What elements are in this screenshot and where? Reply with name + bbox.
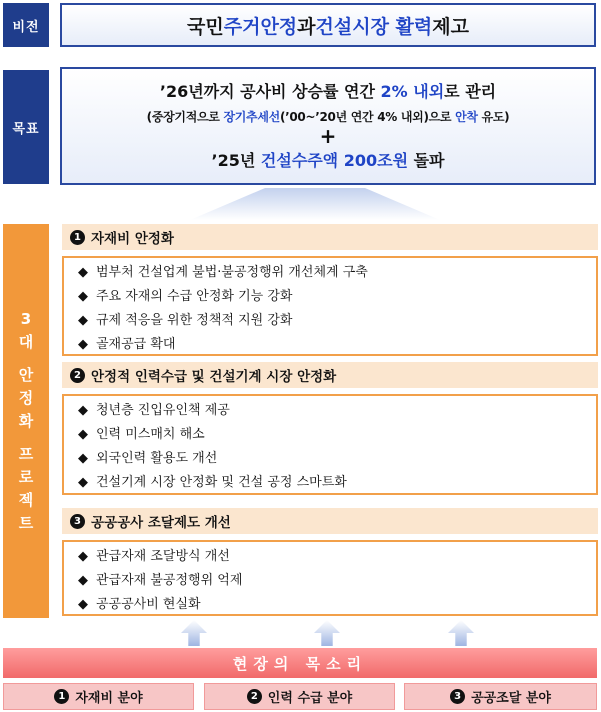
goal-line1-after: 로 관리 (444, 82, 497, 101)
plus-sign: + (319, 124, 337, 148)
vision-highlight-market: 건설시장 활력 (315, 15, 433, 38)
side-char: 트 (18, 513, 34, 532)
list-item-text: 관급자재 조달방식 개선 (96, 549, 230, 564)
goal-trend-line (62, 108, 594, 125)
list-item-text: 건설기계 시장 안정화 및 건설 공정 스마트화 (96, 475, 347, 490)
list-item (78, 309, 596, 333)
number-circle-icon: 3 (70, 514, 85, 529)
diamond-icon: ◆ (78, 403, 88, 418)
vision-text-mid: 과 (297, 15, 316, 38)
project-3-header (62, 508, 598, 534)
goal-line1-before: ’26년까지 공사비 상승률 연간 (159, 82, 381, 101)
list-item-text: 규제 적응을 위한 정책적 지원 강화 (96, 313, 293, 328)
goal-line3-highlight-amount: 200조원 (343, 151, 409, 170)
goal-support-shape (190, 188, 440, 220)
number-circle-icon: 1 (54, 689, 69, 704)
list-item-text: 인력 미스매치 해소 (96, 427, 205, 442)
project-3-list (62, 540, 598, 616)
field-label: 공공조달 분야 (471, 691, 551, 706)
list-item (78, 333, 596, 357)
goal-line2-before: (중장기적으로 (146, 110, 224, 124)
list-item (78, 261, 596, 285)
goal-line2-highlight-trend: 장기추세선 (223, 110, 280, 124)
up-arrow-icon (448, 620, 474, 646)
vision-text-before: 국민 (187, 15, 224, 38)
diamond-icon: ◆ (78, 451, 88, 466)
list-item-text: 공공공사비 현실화 (96, 597, 201, 612)
list-item (78, 285, 596, 309)
vision-highlight-housing: 주거안정 (223, 15, 298, 38)
number-circle-icon: 2 (247, 689, 262, 704)
diamond-icon: ◆ (78, 427, 88, 442)
diamond-icon: ◆ (78, 549, 88, 564)
goal-line2-mid: (’00~’20년 연간 4% 내외)으로 (279, 110, 456, 124)
field-voice-bar: 현장의 목소리 (3, 648, 597, 678)
side-char: 로 (18, 467, 34, 486)
goal-orders-line (62, 148, 594, 171)
project-2-list (62, 394, 598, 495)
field-label: 인력 수급 분야 (267, 691, 353, 706)
project-title: 안정적 인력수급 및 건설기계 시장 안정화 (91, 369, 337, 385)
project-1-list (62, 256, 598, 356)
up-arrow-icon (181, 620, 207, 646)
list-item-text: 관급자재 불공정행위 억제 (96, 573, 243, 588)
diamond-icon: ◆ (78, 313, 88, 328)
diamond-icon: ◆ (78, 597, 88, 612)
diamond-icon: ◆ (78, 289, 88, 304)
vision-statement (60, 3, 596, 47)
list-item (78, 423, 596, 447)
list-item (78, 569, 596, 593)
side-char: 정 (18, 388, 34, 407)
list-item-text: 범부처 건설업계 불법·불공정행위 개선체계 구축 (96, 265, 368, 280)
diamond-icon: ◆ (78, 265, 88, 280)
list-item (78, 471, 596, 495)
side-char: 젝 (18, 490, 34, 509)
vision-label: 비전 (3, 3, 49, 47)
number-circle-icon: 3 (450, 689, 465, 704)
side-char: 3 (20, 309, 32, 328)
field-box-materials (3, 683, 194, 710)
goal-cost-line (62, 79, 594, 102)
goal-statement (60, 67, 596, 185)
vision-text-after: 제고 (432, 15, 469, 38)
goal-line3-after: 돌파 (408, 151, 445, 170)
goal-line3-before: ’25년 (211, 151, 261, 170)
goal-line3-highlight-orders: 건설수주액 (260, 151, 339, 170)
goal-label: 목표 (3, 70, 49, 184)
diamond-icon: ◆ (78, 573, 88, 588)
list-item (78, 399, 596, 423)
side-char: 안 (18, 365, 34, 384)
side-char: 화 (18, 411, 34, 430)
side-char: 대 (18, 332, 34, 351)
number-circle-icon: 1 (70, 230, 85, 245)
project-title: 공공공사 조달제도 개선 (91, 515, 231, 531)
list-item (78, 545, 596, 569)
project-2-header (62, 362, 598, 388)
diamond-icon: ◆ (78, 337, 88, 352)
goal-line1-highlight: 2% 내외 (380, 82, 445, 101)
list-item (78, 447, 596, 471)
list-item-text: 청년층 진입유인책 제공 (96, 403, 230, 418)
field-label: 자재비 분야 (75, 691, 143, 706)
field-box-labor (204, 683, 395, 710)
list-item (78, 593, 596, 617)
list-item-text: 주요 자재의 수급 안정화 기능 강화 (96, 289, 293, 304)
side-char: 프 (18, 444, 34, 463)
projects-side-label (3, 224, 49, 618)
goal-line2-highlight-settle: 안착 (455, 110, 478, 124)
goal-line2-after: 유도) (477, 110, 510, 124)
number-circle-icon: 2 (70, 368, 85, 383)
project-1-header (62, 224, 598, 250)
list-item-text: 골재공급 확대 (96, 337, 176, 352)
field-box-procurement (404, 683, 597, 710)
diamond-icon: ◆ (78, 475, 88, 490)
list-item-text: 외국인력 활용도 개선 (96, 451, 218, 466)
up-arrow-icon (314, 620, 340, 646)
project-title: 자재비 안정화 (91, 231, 174, 247)
